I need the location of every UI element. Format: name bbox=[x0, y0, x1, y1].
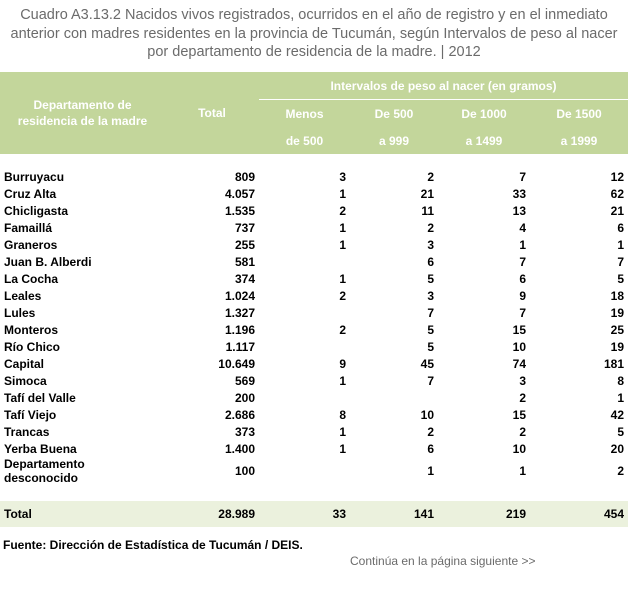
row-value-c2: 3 bbox=[427, 237, 434, 252]
row-value-total: 374 bbox=[234, 271, 255, 286]
row-department: Simoca bbox=[4, 373, 47, 388]
row-value-c1: 1 bbox=[339, 373, 346, 388]
row-value-total: 1.535 bbox=[224, 203, 255, 218]
continuation-note: Continúa en la página siguiente >> bbox=[350, 554, 536, 568]
row-department: Trancas bbox=[4, 424, 50, 439]
header-interval-2-top: De 500 bbox=[374, 106, 414, 121]
source-note: Fuente: Dirección de Estadística de Tucumán / DEIS. bbox=[3, 538, 303, 552]
row-value-c4: 20 bbox=[610, 441, 625, 456]
row-value-c1: 1 bbox=[339, 441, 346, 456]
row-value-total: 2.686 bbox=[224, 407, 255, 422]
row-value-c2: 11 bbox=[421, 203, 434, 218]
table-row bbox=[0, 389, 628, 406]
table-row bbox=[0, 338, 628, 355]
row-value-c2: 2 bbox=[427, 169, 434, 184]
row-value-c3: 7 bbox=[519, 169, 526, 184]
row-value-c3: 13 bbox=[512, 203, 526, 218]
row-value-total: 1.196 bbox=[224, 322, 255, 337]
row-value-c2: 5 bbox=[427, 322, 434, 337]
row-value-c2: 7 bbox=[427, 305, 434, 320]
row-value-c1 bbox=[259, 457, 350, 485]
row-value-c1: 8 bbox=[339, 407, 346, 422]
row-value-c3: 10 bbox=[512, 441, 526, 456]
row-value-c3: 33 bbox=[512, 186, 526, 201]
table-row bbox=[0, 253, 628, 270]
row-value-c4: 6 bbox=[617, 220, 625, 235]
title-line-1: Cuadro A3.13.2 Nacidos vivos registrados, ocurridos en el año de registro y en el inmediato bbox=[20, 7, 608, 23]
row-department: Departamento desconocido bbox=[4, 457, 85, 485]
row-value-c3: 74 bbox=[512, 356, 526, 371]
header-interval-1-top: Menos bbox=[285, 106, 324, 121]
row-value-c3: 7 bbox=[519, 305, 526, 320]
row-value-total: 1.024 bbox=[224, 288, 255, 303]
row-value-c4: 1 bbox=[617, 390, 625, 405]
totals-value-c1: 33 bbox=[259, 501, 350, 527]
row-value-c4: 19 bbox=[610, 339, 625, 354]
totals-label: Total bbox=[0, 501, 165, 527]
row-department: Juan B. Alberdi bbox=[4, 254, 92, 269]
table-row bbox=[0, 355, 628, 372]
row-department: La Cocha bbox=[4, 271, 59, 286]
row-value-c1 bbox=[259, 338, 350, 355]
row-value-c1: 9 bbox=[339, 356, 346, 371]
row-value-c2: 6 bbox=[427, 441, 434, 456]
row-value-c1 bbox=[259, 389, 350, 406]
totals-value-c2: 141 bbox=[350, 501, 438, 527]
table-row bbox=[0, 219, 628, 236]
row-value-c2: 2 bbox=[427, 220, 434, 235]
row-value-c3: 9 bbox=[519, 288, 526, 303]
row-value-c1: 2 bbox=[339, 288, 346, 303]
row-value-c4: 5 bbox=[617, 424, 625, 439]
row-value-total: 737 bbox=[234, 220, 255, 235]
row-value-c2: 6 bbox=[427, 254, 434, 269]
row-value-c4: 12 bbox=[610, 169, 625, 184]
table-row bbox=[0, 168, 628, 185]
row-value-total: 10.649 bbox=[218, 356, 255, 371]
table-title bbox=[0, 6, 628, 62]
header-interval-3-bottom: a 1499 bbox=[465, 133, 503, 148]
header-interval-2-bottom: a 999 bbox=[378, 133, 410, 148]
row-value-c2: 45 bbox=[420, 356, 434, 371]
row-value-total: 581 bbox=[234, 254, 255, 269]
table-row bbox=[0, 236, 628, 253]
header-department: Departamento de residencia de la madre bbox=[17, 98, 148, 128]
row-value-total: 569 bbox=[234, 373, 255, 388]
totals-row bbox=[0, 501, 628, 527]
row-department: Yerba Buena bbox=[4, 441, 77, 456]
title-line-2: anterior con madres residentes en la provincia de Tucumán, según Intervalos de peso al nacer bbox=[10, 25, 618, 42]
row-value-c4: 18 bbox=[610, 288, 625, 303]
table-row bbox=[0, 372, 628, 389]
row-value-c4: 1 bbox=[617, 237, 625, 252]
row-department: Graneros bbox=[4, 237, 58, 252]
row-value-c4: 19 bbox=[610, 305, 625, 320]
header-interval-1-bottom: de 500 bbox=[285, 133, 324, 148]
row-value-c4: 7 bbox=[617, 254, 625, 269]
row-value-c2: 2 bbox=[427, 424, 434, 439]
row-value-c2: 3 bbox=[427, 288, 434, 303]
row-value-c3: 3 bbox=[519, 373, 526, 388]
row-value-c3: 10 bbox=[512, 339, 526, 354]
table-row bbox=[0, 185, 628, 202]
row-value-c4: 25 bbox=[610, 322, 625, 337]
row-value-c1 bbox=[259, 253, 350, 270]
header-weight-intervals: Intervalos de peso al nacer (en gramos) bbox=[259, 72, 628, 100]
row-value-c2: 5 bbox=[427, 339, 434, 354]
title-line-3: por departamento de residencia de la madre. | 2012 bbox=[147, 44, 481, 60]
row-value-c1: 1 bbox=[339, 237, 346, 252]
row-value-c4: 62 bbox=[610, 186, 625, 201]
row-value-c4: 181 bbox=[603, 356, 625, 371]
row-value-c1: 2 bbox=[339, 322, 346, 337]
row-department: Burruyacu bbox=[4, 169, 65, 184]
table-row bbox=[0, 304, 628, 321]
row-value-c3: 15 bbox=[512, 322, 526, 337]
row-department: Chicligasta bbox=[4, 203, 69, 218]
row-value-c1: 1 bbox=[339, 186, 346, 201]
row-value-total: 1.327 bbox=[224, 305, 255, 320]
row-value-c2: 5 bbox=[427, 271, 434, 286]
row-value-c4: 5 bbox=[617, 271, 625, 286]
row-department: Tafí Viejo bbox=[4, 407, 57, 422]
row-department: Río Chico bbox=[4, 339, 60, 354]
row-value-total: 100 bbox=[234, 464, 255, 478]
birth-weight-table bbox=[0, 72, 628, 527]
row-value-total: 4.057 bbox=[224, 186, 255, 201]
row-value-c3: 1 bbox=[519, 464, 526, 478]
row-value-c3: 15 bbox=[512, 407, 526, 422]
row-value-total: 1.400 bbox=[224, 441, 255, 456]
row-value-c1: 2 bbox=[339, 203, 346, 218]
row-department: Capital bbox=[4, 356, 45, 371]
row-value-c2: 1 bbox=[427, 464, 434, 478]
row-value-c2 bbox=[350, 389, 438, 406]
row-value-c3: 2 bbox=[519, 424, 526, 439]
row-department: Lules bbox=[4, 305, 36, 320]
row-value-c1: 1 bbox=[339, 220, 346, 235]
totals-value-c4: 454 bbox=[530, 501, 628, 527]
row-value-c2: 10 bbox=[420, 407, 434, 422]
table-row bbox=[0, 202, 628, 219]
row-value-c2: 21 bbox=[420, 186, 434, 201]
totals-value-c3: 219 bbox=[438, 501, 530, 527]
table-row bbox=[0, 440, 628, 457]
row-value-c4: 2 bbox=[617, 464, 625, 478]
row-value-total: 809 bbox=[234, 169, 255, 184]
row-department: Cruz Alta bbox=[4, 186, 57, 201]
row-department: Leales bbox=[4, 288, 42, 303]
row-value-total: 255 bbox=[234, 237, 255, 252]
table-row bbox=[0, 406, 628, 423]
row-department: Tafí del Valle bbox=[4, 390, 76, 405]
table-row bbox=[0, 423, 628, 440]
table-row bbox=[0, 321, 628, 338]
header-total: Total bbox=[198, 106, 226, 120]
table-row bbox=[0, 287, 628, 304]
row-value-c4: 21 bbox=[610, 203, 625, 218]
row-value-total: 373 bbox=[234, 424, 255, 439]
row-value-c4: 8 bbox=[617, 373, 625, 388]
row-value-c2: 7 bbox=[427, 373, 434, 388]
header-interval-4-top: De 1500 bbox=[556, 106, 602, 121]
row-value-total: 1.117 bbox=[225, 339, 255, 354]
row-value-c3: 4 bbox=[519, 220, 526, 235]
row-value-c1 bbox=[259, 304, 350, 321]
row-value-c3: 1 bbox=[519, 237, 526, 252]
header-interval-3-top: De 1000 bbox=[461, 106, 507, 121]
row-value-c1: 1 bbox=[339, 271, 346, 286]
totals-value-total: 28.989 bbox=[165, 501, 259, 527]
table-row bbox=[0, 270, 628, 287]
row-department: Famaillá bbox=[4, 220, 53, 235]
row-department: Monteros bbox=[4, 322, 58, 337]
row-value-c3: 7 bbox=[519, 254, 526, 269]
header-interval-4-bottom: a 1999 bbox=[560, 133, 598, 148]
row-value-c4: 42 bbox=[610, 407, 625, 422]
row-value-total: 200 bbox=[234, 390, 255, 405]
row-value-c3: 2 bbox=[519, 390, 526, 405]
table-row bbox=[0, 457, 628, 485]
row-value-c3: 6 bbox=[519, 271, 526, 286]
row-value-c1: 1 bbox=[339, 424, 346, 439]
row-value-c1: 3 bbox=[339, 169, 346, 184]
